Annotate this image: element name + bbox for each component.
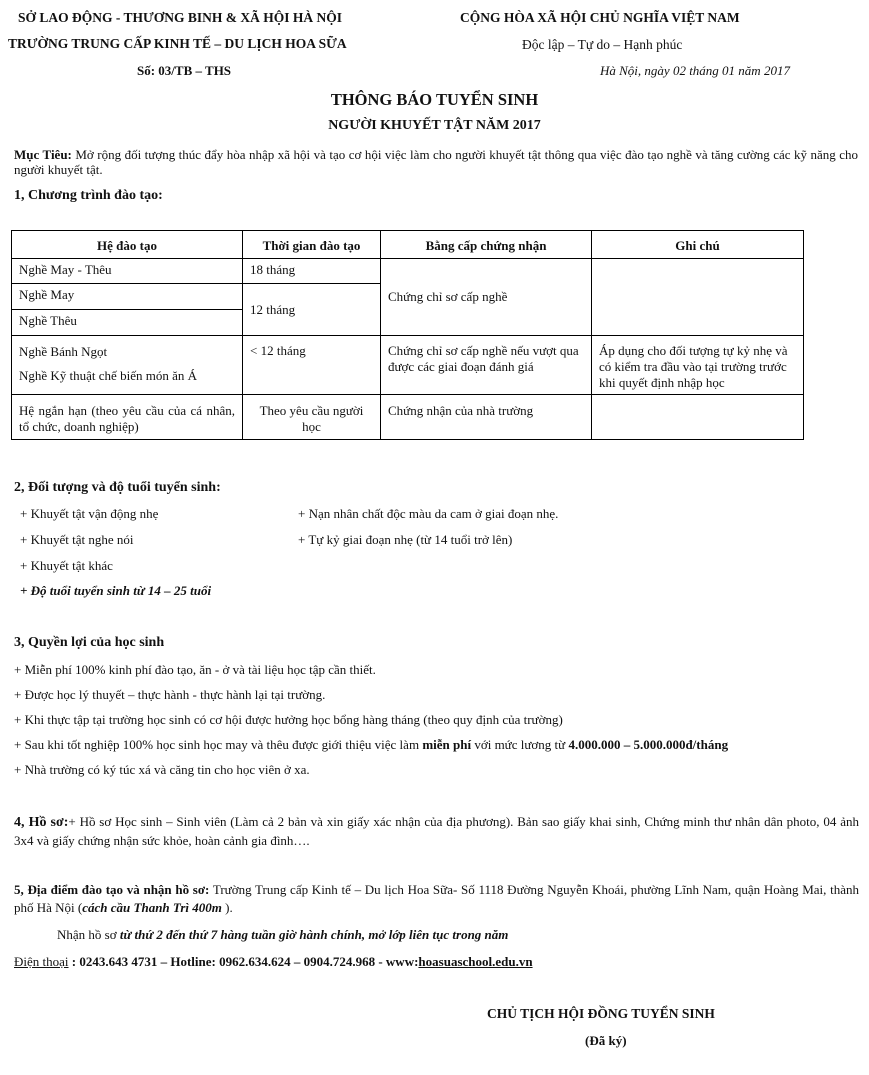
objective-text: Mở rộng đối tượng thúc đẩy hòa nhập xã hội và tạo cơ hội việc làm cho người khuyết tật thông qua việc đào tạo nghề và tăng cường các kỹ năng cho người khuyết tật. xyxy=(14,147,858,177)
column-header-note: Ghi chú xyxy=(592,231,804,259)
list-item xyxy=(14,737,728,753)
receive-label: Nhận hồ sơ xyxy=(57,927,120,942)
distance-note: cách cầu Thanh Trì 400m xyxy=(82,900,222,915)
signature-title: CHỦ TỊCH HỘI ĐỒNG TUYỂN SINH xyxy=(487,1006,715,1021)
motto: Độc lập – Tự do – Hạnh phúc xyxy=(522,37,683,52)
country-name: CỘNG HÒA XÃ HỘI CHỦ NGHĨA VIỆT NAM xyxy=(460,10,740,25)
section5-heading: 5, Địa điểm đào tạo và nhận hồ sơ: xyxy=(14,882,210,897)
list-item: + Tự kỷ giai đoạn nhẹ (từ 14 tuổi trở lên) xyxy=(298,532,513,547)
table-cell: Chứng nhận của nhà trường xyxy=(381,395,592,440)
ministry-name: SỞ LAO ĐỘNG - THƯƠNG BINH & XÃ HỘI HÀ NỘI xyxy=(18,10,343,25)
list-item: + Miễn phí 100% kinh phí đào tạo, ăn - ở và tài liệu học tập cần thiết. xyxy=(14,662,376,677)
section5-text: Trường Trung cấp Kinh tế – Du lịch Hoa Sữa- Số 1118 Đường Nguyễn Khoái, phường Lĩnh Nam, quận Hoàng Mai, thành phố Hà Nội ( xyxy=(14,882,859,915)
objective-label: Mục Tiêu: xyxy=(14,147,72,162)
school-name: TRƯỜNG TRUNG CẤP KINH TẾ – DU LỊCH HOA SỮA xyxy=(8,36,347,51)
table-cell: Hệ ngắn hạn (theo yêu cầu của cá nhân, tổ chức, doanh nghiệp) xyxy=(12,395,243,440)
table-cell xyxy=(12,336,243,395)
table-header-row xyxy=(12,231,804,259)
phone-label: Điện thoại xyxy=(14,954,69,969)
list-item: + Nạn nhân chất độc màu da cam ở giai đoạn nhẹ. xyxy=(298,506,559,521)
salary-highlight: 4.000.000 – 5.000.000đ/tháng xyxy=(568,737,729,752)
objective-paragraph xyxy=(14,147,858,177)
table-row xyxy=(12,395,804,440)
receive-schedule xyxy=(57,927,508,943)
table-cell xyxy=(592,395,804,440)
benefit-text: với mức lương từ xyxy=(471,737,569,752)
list-item: + Được học lý thuyết – thực hành - thực hành lại tại trường. xyxy=(14,687,326,702)
program-name: Nghề Bánh Ngọt xyxy=(19,344,108,359)
section4-paragraph xyxy=(14,813,859,850)
section5-end: ). xyxy=(221,900,233,915)
section5-paragraph xyxy=(14,881,859,917)
list-item: + Khuyết tật nghe nói xyxy=(20,532,134,547)
table-cell xyxy=(592,259,804,336)
training-program-table xyxy=(11,230,804,440)
list-item: + Nhà trường có ký túc xá và căng tin cho học viên ở xa. xyxy=(14,762,310,777)
website-link[interactable]: hoasuaschool.edu.vn xyxy=(418,954,533,969)
table-cell: < 12 tháng xyxy=(243,336,381,395)
benefit-text: + Sau khi tốt nghiệp 100% học sinh học may và thêu được giới thiệu việc làm xyxy=(14,737,423,752)
table-cell: Theo yêu cầu người học xyxy=(243,395,381,440)
document-number: Số: 03/TB – THS xyxy=(137,63,232,78)
contact-line xyxy=(14,954,533,970)
column-header-certificate: Bằng cấp chứng nhận xyxy=(381,231,592,259)
table-row xyxy=(12,336,804,395)
free-highlight: miễn phí xyxy=(422,737,472,752)
column-header-duration: Thời gian đào tạo xyxy=(243,231,381,259)
section4-text: + Hồ sơ Học sinh – Sinh viên (Làm cả 2 bản và xin giấy xác nhận của địa phương). Bản sao giấy khai sinh, Chứng minh thư nhân dân photo, 04 ảnh 3x4 và giấy chứng nhận sức khỏe, hoàn cảnh gia đình…. xyxy=(14,814,859,848)
table-row xyxy=(12,259,804,284)
section3-heading: 3, Quyền lợi của học sinh xyxy=(14,635,165,650)
table-cell: 12 tháng xyxy=(243,284,381,336)
table-cell: Chứng chỉ sơ cấp nghề xyxy=(381,259,592,336)
signed-note: (Đã ký) xyxy=(585,1033,627,1048)
document-date: Hà Nội, ngày 02 tháng 01 năm 2017 xyxy=(600,63,790,78)
section2-heading: 2, Đối tượng và độ tuổi tuyển sinh: xyxy=(14,480,221,495)
list-item: + Khuyết tật khác xyxy=(20,558,113,573)
table-cell: 18 tháng xyxy=(243,259,381,284)
program-name: Nghề Kỹ thuật chế biến món ăn Á xyxy=(19,368,197,383)
list-item: + Khi thực tập tại trường học sinh có cơ hội được hưởng học bổng hàng tháng (theo quy định của trường) xyxy=(14,712,563,727)
section1-heading: 1, Chương trình đào tạo: xyxy=(14,188,163,203)
phone-numbers: : 0243.643 4731 – Hotline: 0962.634.624 – 0904.724.968 - www: xyxy=(68,954,419,969)
list-item: + Khuyết tật vận động nhẹ xyxy=(20,506,159,521)
receive-time: từ thứ 2 đến thứ 7 hàng tuần giờ hành chính, mở lớp liên tục trong năm xyxy=(119,927,509,942)
table-cell: Áp dụng cho đối tượng tự kỷ nhẹ và có kiểm tra đầu vào tại trường trước khi quyết định nhập học xyxy=(592,336,804,395)
table-cell: Nghề May xyxy=(12,284,243,310)
table-cell: Nghề Thêu xyxy=(12,310,243,336)
age-range: + Độ tuổi tuyển sinh từ 14 – 25 tuổi xyxy=(20,583,212,598)
section4-heading: 4, Hồ sơ: xyxy=(14,815,69,830)
table-cell: Chứng chỉ sơ cấp nghề nếu vượt qua được các giai đoạn đánh giá xyxy=(381,336,592,395)
table-cell: Nghề May - Thêu xyxy=(12,259,243,284)
page-title: THÔNG BÁO TUYỂN SINH xyxy=(330,90,539,109)
column-header-program: Hệ đào tạo xyxy=(12,231,243,259)
page-subtitle: NGƯỜI KHUYẾT TẬT NĂM 2017 xyxy=(328,118,541,133)
